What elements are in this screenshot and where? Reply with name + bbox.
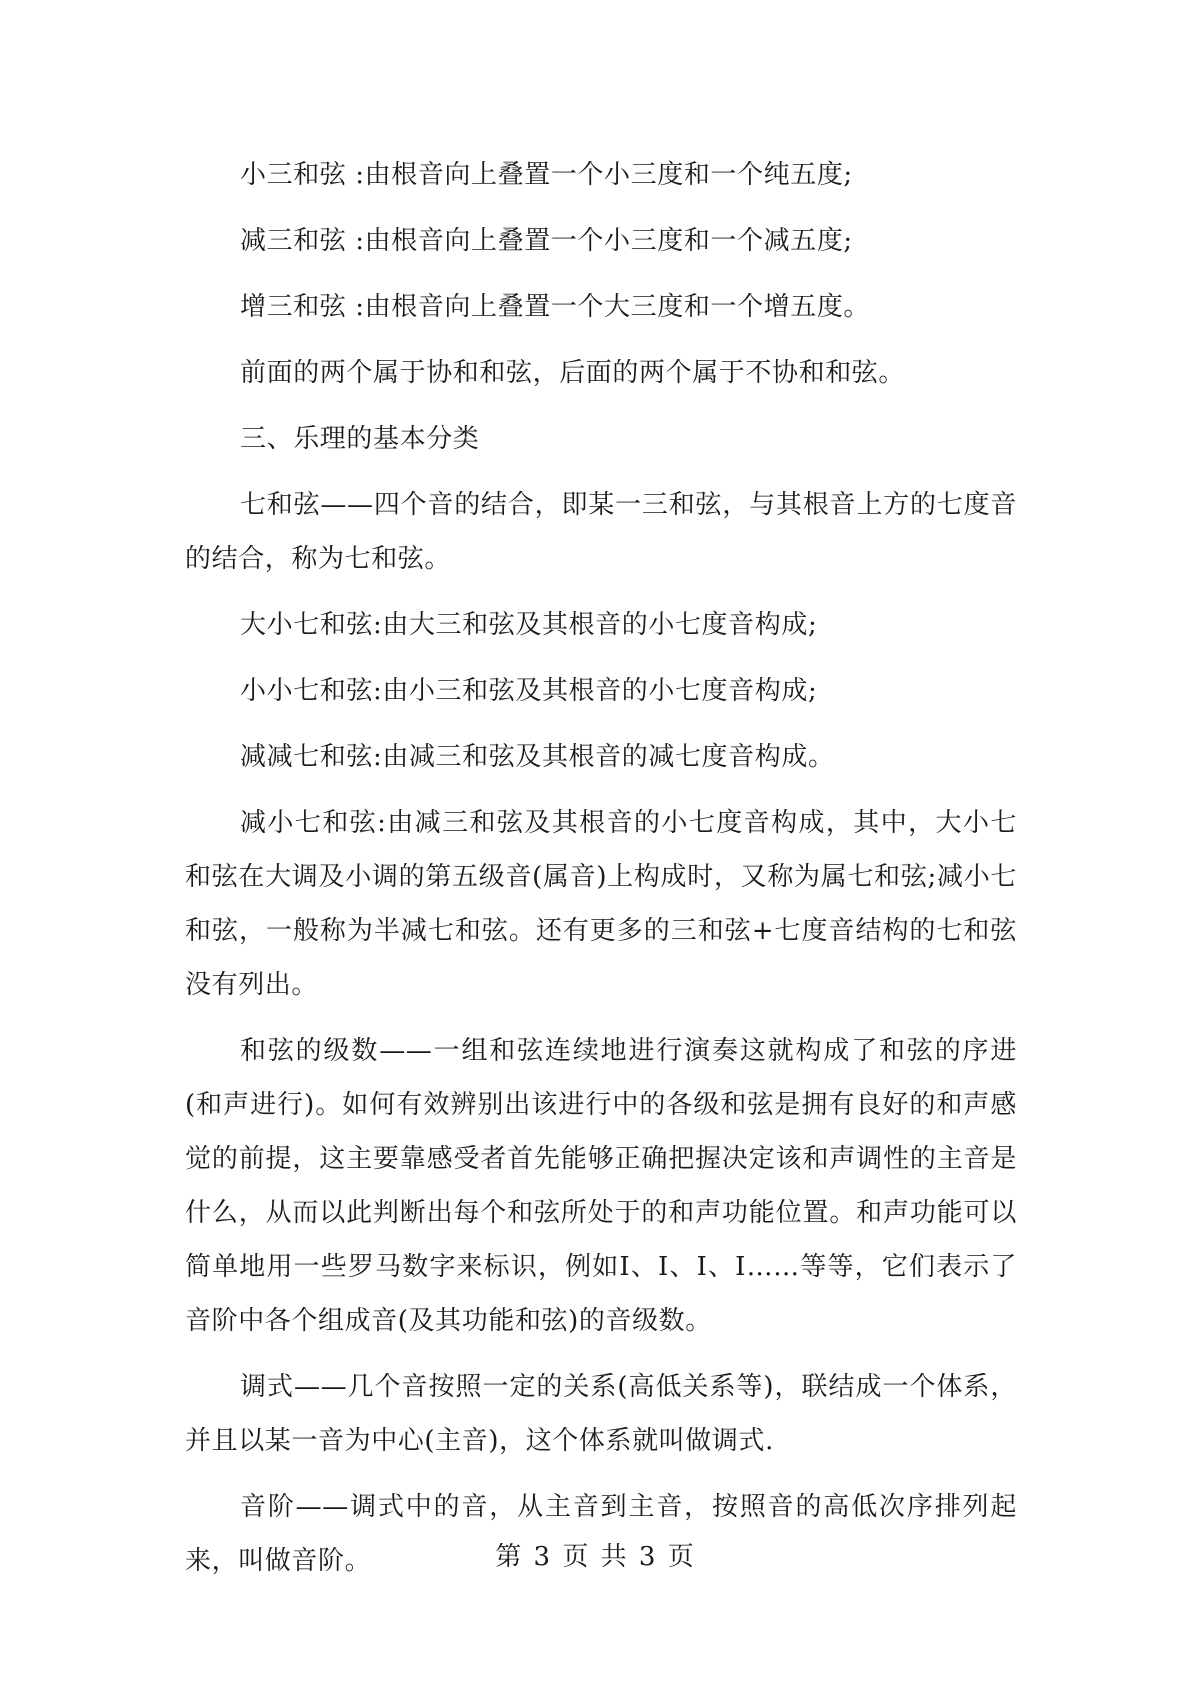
paragraph-half-diminished-seventh: 减小七和弦:由减三和弦及其根音的小七度音构成，其中，大小七和弦在大调及小调的第五级音(属音)上构成时，又称为属七和弦;减小七和弦，一般称为半减七和弦。还有更多的三和弦+七度音结构的七和弦没有列出。 bbox=[185, 808, 1017, 1000]
paragraph-chord-degrees: 和弦的级数——一组和弦连续地进行演奏这就构成了和弦的序进(和声进行)。如何有效辨别出该进行中的各级和弦是拥有良好的和声感觉的前提，这主要靠感受者首先能够正确把握决定该和声调性的主音是什么，从而以此判断出每个和弦所处于的和声功能位置。和声功能可以简单地用一些罗马数字来标识，例如Ⅰ、Ⅰ、Ⅰ、Ⅰ……等等，它们表示了音阶中各个组成音(及其功能和弦)的音级数。 bbox=[185, 1036, 1017, 1336]
paragraph-diminished-triad: 减三和弦 :由根音向上叠置一个小三度和一个减五度; bbox=[240, 226, 853, 256]
paragraph-mode: 调式——几个音按照一定的关系(高低关系等)，联结成一个体系，并且以某一音为中心(主音)，这个体系就叫做调式. bbox=[185, 1372, 1017, 1456]
paragraph-minor-minor-seventh: 小小七和弦:由小三和弦及其根音的小七度音构成; bbox=[240, 676, 818, 706]
paragraph-augmented-triad: 增三和弦 :由根音向上叠置一个大三度和一个增五度。 bbox=[240, 292, 871, 322]
paragraph-minor-triad: 小三和弦 :由根音向上叠置一个小三度和一个纯五度; bbox=[240, 160, 853, 190]
section-heading: 三、乐理的基本分类 bbox=[240, 424, 480, 454]
paragraph-major-minor-seventh: 大小七和弦:由大三和弦及其根音的小七度音构成; bbox=[240, 610, 818, 640]
paragraph-consonance-note: 前面的两个属于协和和弦，后面的两个属于不协和和弦。 bbox=[240, 358, 906, 388]
paragraph-seventh-chord: 七和弦——四个音的结合，即某一三和弦，与其根音上方的七度音的结合，称为七和弦。 bbox=[185, 490, 1017, 574]
document-body bbox=[185, 148, 1017, 1600]
paragraph-diminished-seventh: 减减七和弦:由减三和弦及其根音的减七度音构成。 bbox=[240, 742, 835, 772]
page-number-footer: 第 3 页 共 3 页 bbox=[495, 1542, 696, 1572]
paragraph-scale: 音阶——调式中的音，从主音到主音，按照音的高低次序排列起来，叫做音阶。 bbox=[185, 1492, 1017, 1576]
